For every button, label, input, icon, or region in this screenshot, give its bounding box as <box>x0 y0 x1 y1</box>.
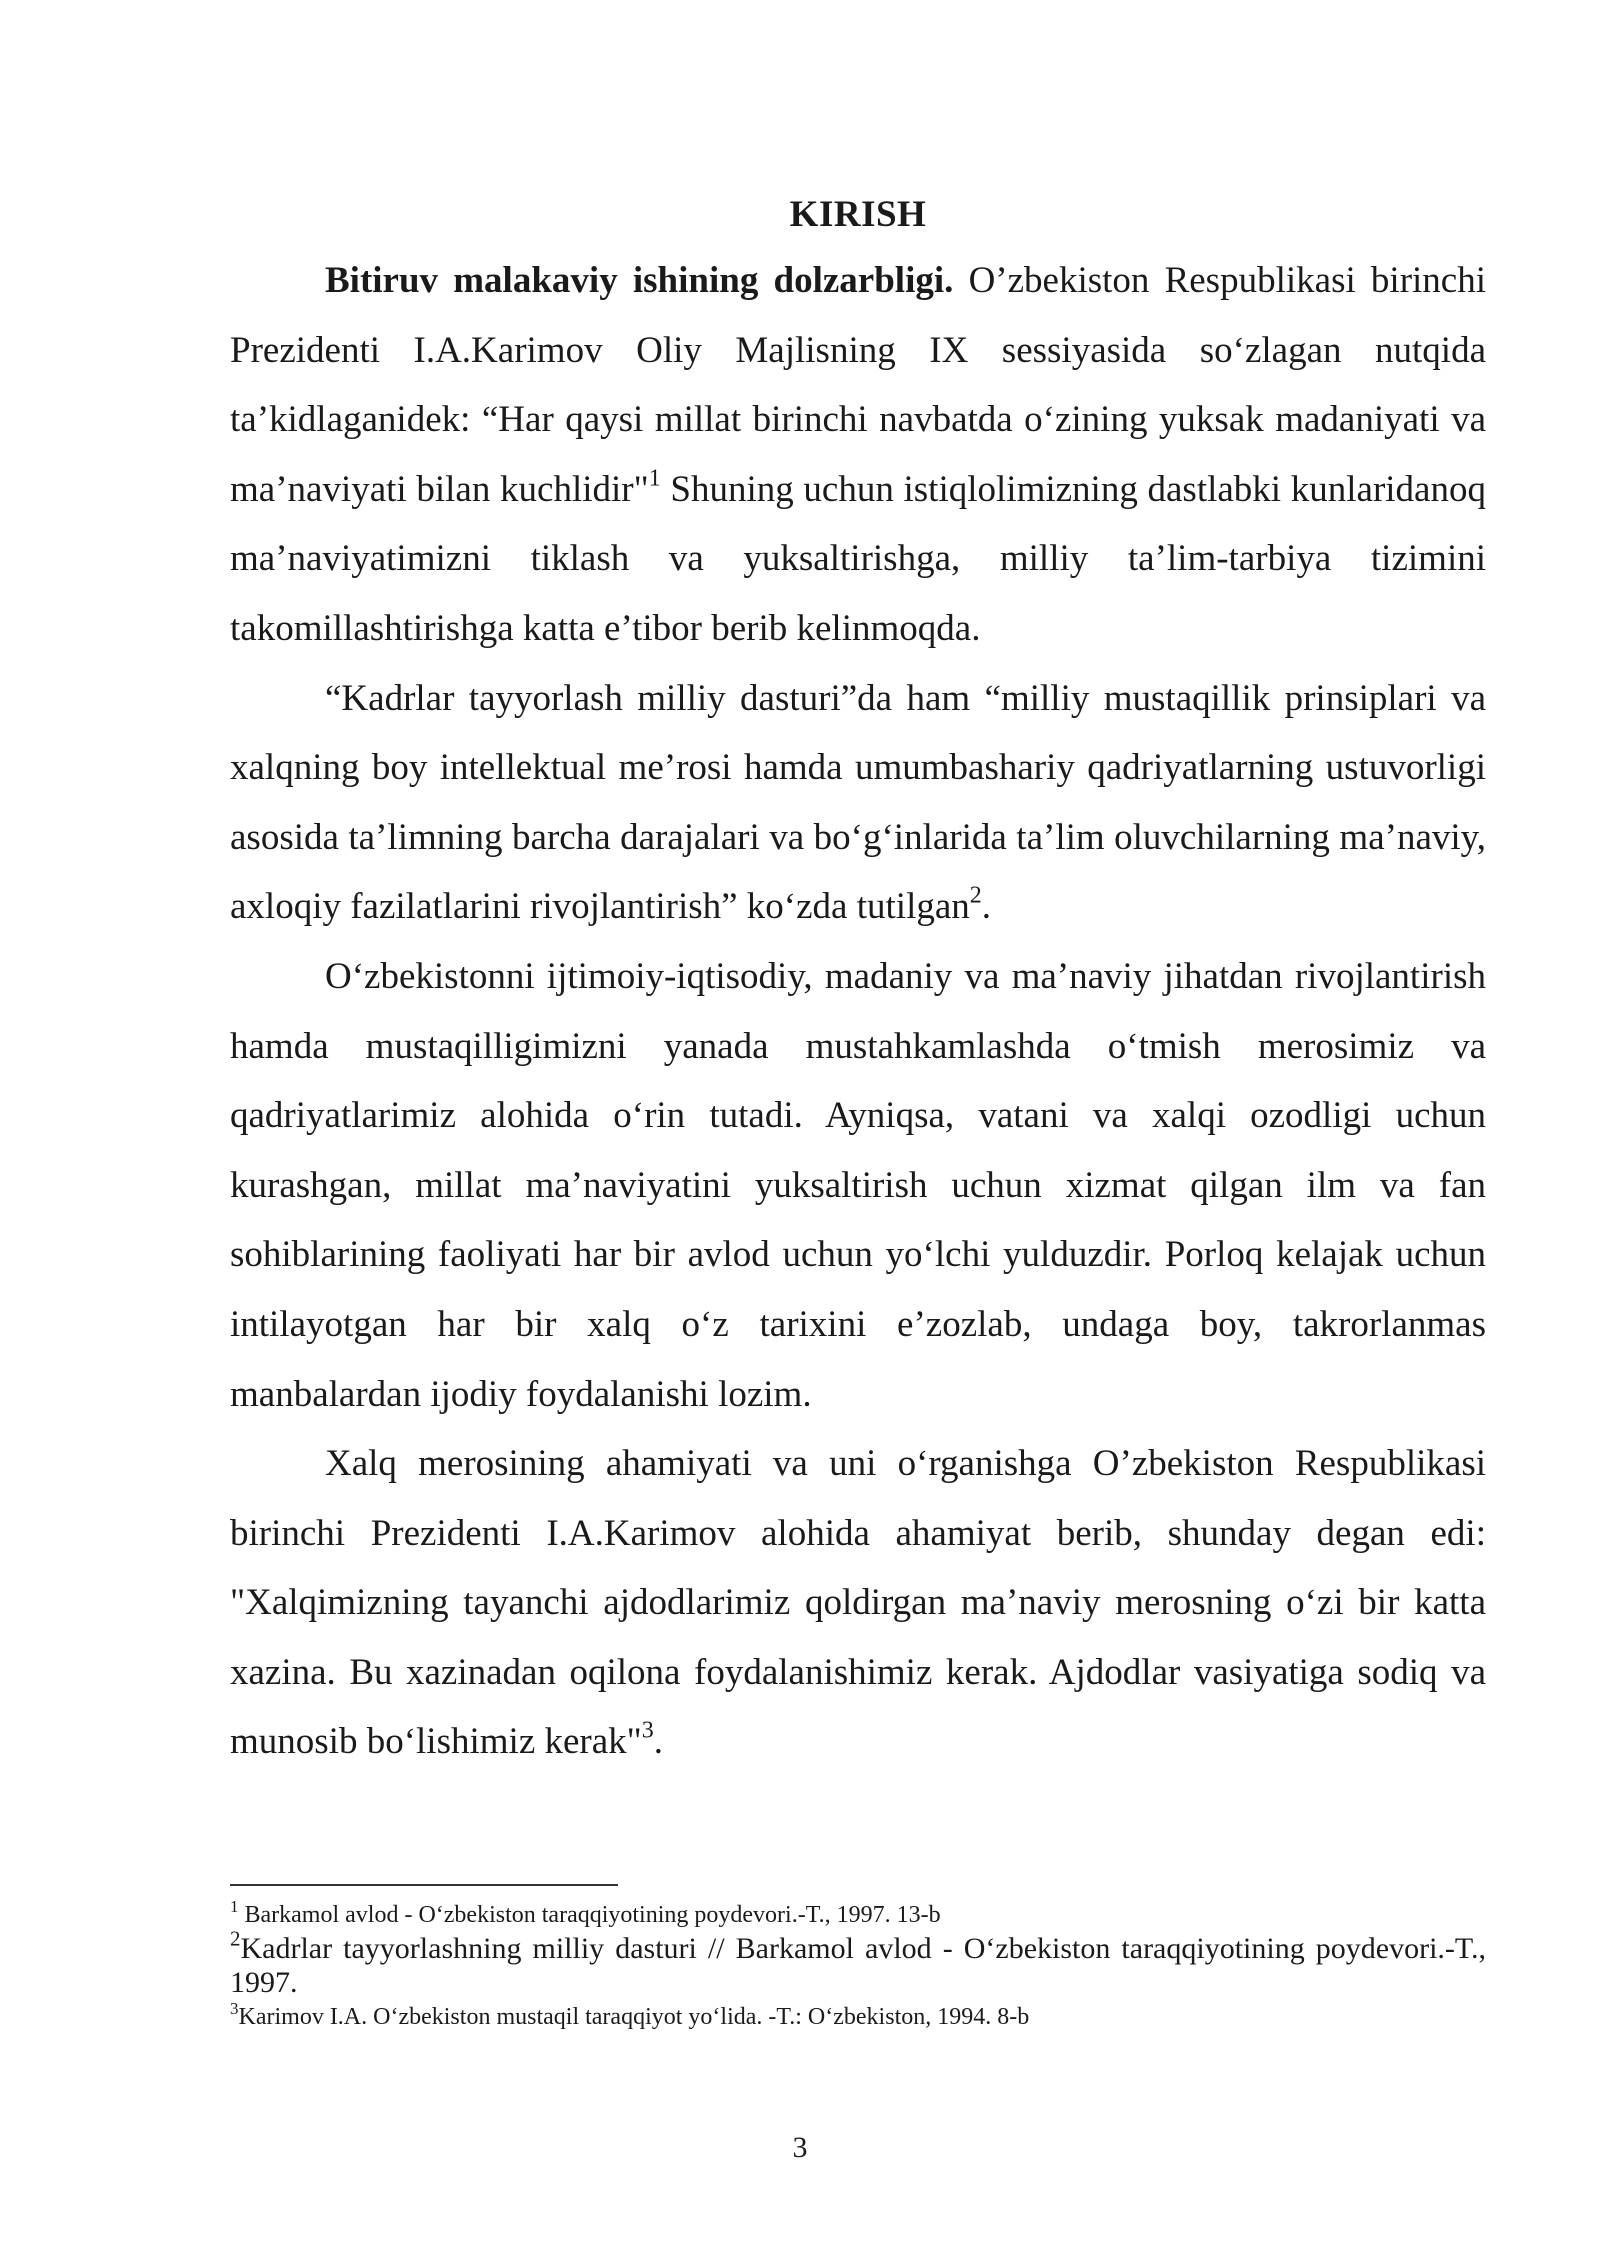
footnote-ref-1[interactable]: 1 <box>648 465 661 492</box>
footnotes <box>230 1898 1486 2034</box>
paragraph-3-text: O‘zbekistonni ijtimoiy-iqtisodiy, madaniy va ma’naviy jihatdan rivojlantirish hamda mustaqilligimizni yanada mustahkamlashda o‘tmish merosimiz va qadriyatlarimiz alohida o‘rin tutadi. Ayniqsa, vatani va xalqi ozodligi uchun kurashgan, millat ma’naviyatini yuksaltirish uchun xizmat qilgan ilm va fan sohiblarining faoliyati har bir avlod uchun yo‘lchi yulduzdir. Porloq kelajak uchun intilayotgan har bir xalq o‘z tarixini e’zozlab, undaga boy, takrorlanmas manbalardan ijodiy foydalanishi lozim. <box>230 955 1486 1415</box>
paragraph-2-text: “Kadrlar tayyorlash milliy dasturi”da ham “milliy mustaqillik prinsiplari va xalqning boy intellektual me’rosi hamda umumbashariy qadriyatlarning ustuvorligi asosida ta’limning barcha darajalari va bo‘g‘inlarida ta’lim oluvchilarning ma’naviy, axloqiy fazilatlarini rivojlantirish” ko‘zda tutilgan <box>230 677 1486 928</box>
footnote-3 <box>230 2000 1486 2034</box>
footnote-2 <box>230 1926 1486 2000</box>
paragraph-2-tail: . <box>981 886 992 928</box>
footnote-2-text: Kadrlar tayyorlashning milliy dasturi // Barkamol avlod - O‘zbekiston taraqqiyotining poydevori.-T., 1997. <box>230 1932 1486 1999</box>
paragraph-3 <box>230 942 1486 1429</box>
main-text <box>230 188 1486 1777</box>
footnote-2-number: 2 <box>230 1926 241 1951</box>
paragraph-1-text: O’zbekiston Respublikasi birinchi Prezidenti I.A.Karimov Oliy Majlisning IX sessiyasida so‘zlagan nutqida ta’kidlaganidek: “Har qaysi millat birinchi navbatda o‘zining yuksak madaniyati va ma’naviyati bilan kuchlidir" <box>230 260 1487 510</box>
footnote-3-number: 3 <box>230 1998 239 2018</box>
paragraph-4-tail: . <box>653 1721 664 1763</box>
footnote-1-text: Barkamol avlod - O‘zbekiston taraqqiyotining poydevori.-T., 1997. 13-b <box>238 1902 941 1928</box>
footnote-3-text: Karimov I.A. O‘zbekiston mustaqil taraqqiyot yo‘lida. -T.: O‘zbekiston, 1994. 8-b <box>238 2004 1030 2030</box>
paragraph-1 <box>230 246 1486 664</box>
paragraph-1-lead: Bitiruv malakaviy ishining dolzarbligi. <box>325 260 954 301</box>
paragraph-4-text: Xalq merosining ahamiyati va uni o‘rganishga O’zbekiston Respublikasi birinchi Prezidenti I.A.Karimov alohida ahamiyat berib, shunday degan edi: "Xalqimizning tayanchi ajdodlarimiz qoldirgan ma’naviy merosning o‘zi bir katta xazina. Bu xazinadan oqilona foydalanishimiz kerak. Ajdodlar vasiyatiga sodiq va munosib bo‘lishimiz kerak" <box>230 1443 1486 1763</box>
paragraph-4 <box>230 1429 1486 1777</box>
footnote-1-number: 1 <box>230 1896 239 1916</box>
footnote-1 <box>230 1898 1486 1932</box>
paragraph-1-tail: Shuning uchun istiqlolimizning dastlabki kunlaridanoq ma’naviyatimizni tiklash va yuksaltirishga, milliy ta’lim-tarbiya tizimini takomillashtirishga katta e’tibor berib kelinmoqda. <box>230 468 1486 649</box>
paragraph-2 <box>230 664 1486 942</box>
section-heading: KIRISH <box>789 194 927 235</box>
footnote-ref-2[interactable]: 2 <box>969 882 982 909</box>
footnote-ref-3[interactable]: 3 <box>641 1717 654 1744</box>
page-number: 3 <box>792 2131 808 2164</box>
footnote-divider <box>230 1884 618 1886</box>
